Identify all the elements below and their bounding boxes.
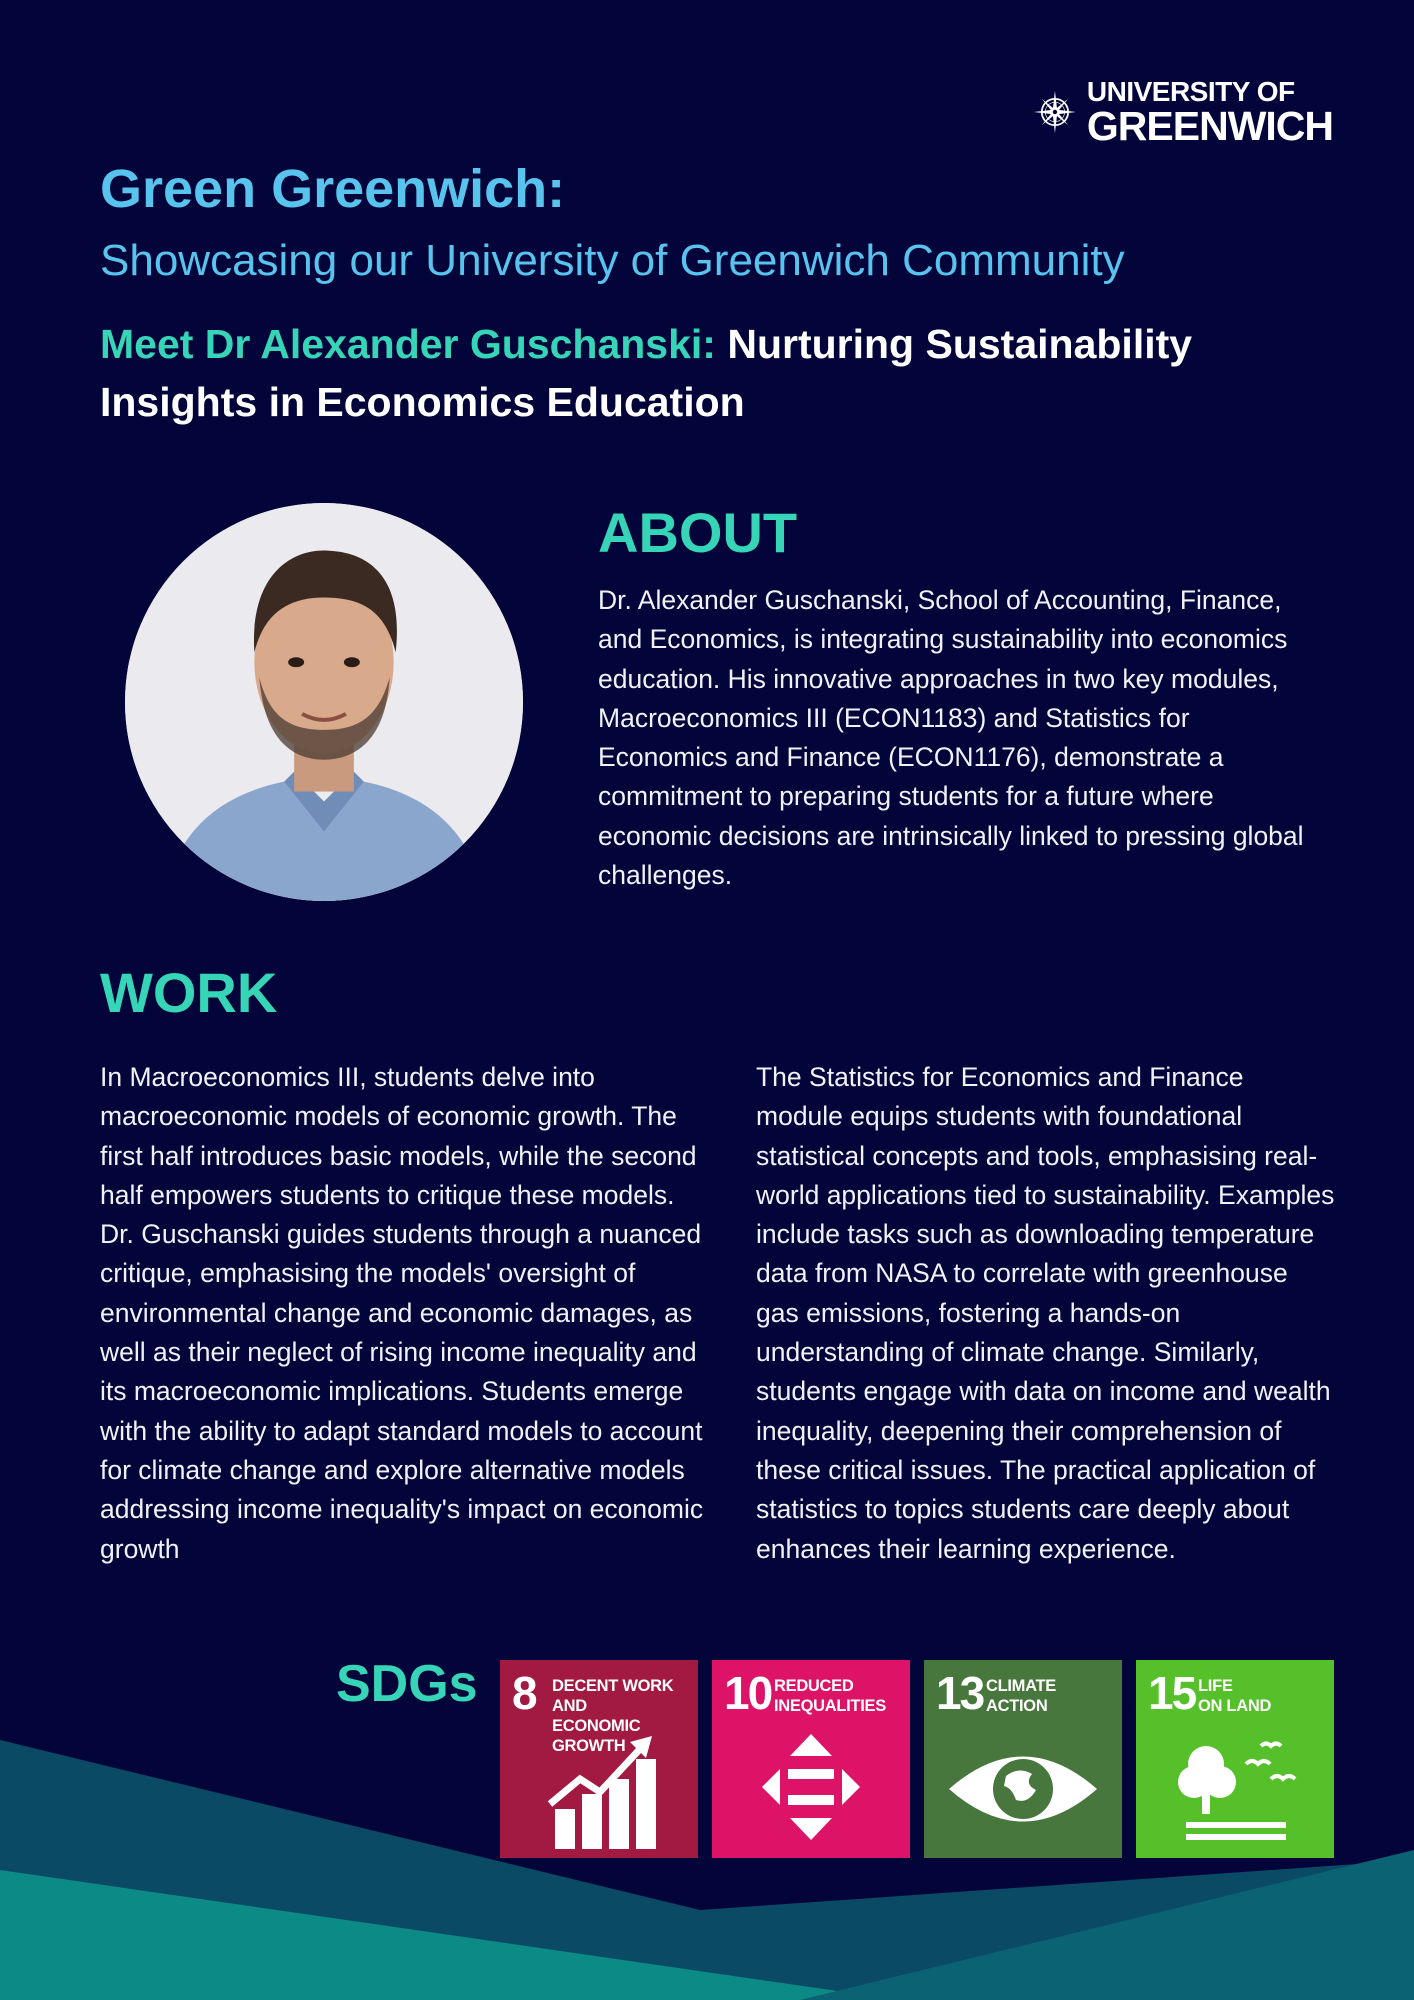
university-logo	[1033, 64, 1333, 160]
about-text: Dr. Alexander Guschanski, School of Accounting, Finance, and Economics, is integrating sustainability into economics education. His innovative approaches in two key modules, Macroeconomics III (ECON1183) and Statistics for Economics and Finance (ECON1176), demonstrate a commitment to preparing students for a future where economic decisions are intrinsically linked to pressing global challenges.	[598, 585, 1304, 891]
compass-rose-icon	[1033, 66, 1077, 158]
eye-globe-icon	[924, 1724, 1122, 1858]
about-heading: ABOUT	[598, 501, 798, 564]
work-column-macroeconomics: In Macroeconomics III, students delve into macroeconomic models of economic growth. The first half introduces basic models, while the second half empowers students to critique these models. Dr. Guschanski guides students through a nuanced critique, emphasising the models' oversight of environmental change and economic damages, as well as their neglect of rising income inequality and its macroeconomic implications. Students emerge with the ability to adapt standard models to account for climate change and explore alternative models addressing income inequality's impact on economic growth	[100, 1062, 704, 1564]
sdg-number: 15	[1148, 1667, 1196, 1719]
headline-accent: Meet Dr Alexander Guschanski:	[100, 321, 716, 367]
tree-birds-icon	[1136, 1724, 1334, 1858]
page-title: Green Greenwich:	[100, 159, 566, 219]
sdg-tile-8	[500, 1660, 698, 1858]
person-portrait-icon	[125, 503, 523, 901]
equality-arrows-icon	[712, 1724, 910, 1858]
sdg-title: REDUCED INEQUALITIES	[774, 1677, 886, 1715]
work-heading: WORK	[100, 961, 278, 1024]
sdg-title: CLIMATE ACTION	[986, 1677, 1056, 1715]
sdg-number: 13	[936, 1667, 984, 1719]
page-subtitle: Showcasing our University of Greenwich Community	[100, 236, 1125, 285]
sdg-number: 10	[724, 1667, 772, 1719]
headline-rest: Nurturing Sustainability Insights in Economics Education	[100, 321, 1193, 425]
logo-line-2: GREENWICH	[1086, 102, 1333, 149]
sdg-number: 8	[512, 1667, 536, 1719]
growth-chart-icon	[500, 1724, 698, 1858]
sdg-tile-15	[1136, 1660, 1334, 1858]
sdg-tile-10	[712, 1660, 910, 1858]
portrait-photo	[125, 503, 523, 901]
sdg-title: LIFE ON LAND	[1198, 1677, 1272, 1715]
sdg-title: DECENT WORK AND ECONOMIC GROWTH	[552, 1677, 674, 1755]
sdgs-label: SDGs	[336, 1655, 478, 1713]
logo-line-1: UNIVERSITY OF	[1086, 75, 1295, 107]
work-column-statistics: The Statistics for Economics and Finance module equips students with foundational statistical concepts and tools, emphasising real-world applications tied to sustainability. Examples include tasks such as downloading temperature data from NASA to correlate with greenhouse gas emissions, fostering a hands-on understanding of climate change. Similarly, students engage with data on income and wealth inequality, deepening their comprehension of these critical issues. The practical application of statistics to topics students care deeply about enhances their learning experience.	[756, 1062, 1335, 1564]
article-headline	[100, 315, 1300, 431]
sdg-tile-13	[924, 1660, 1122, 1858]
